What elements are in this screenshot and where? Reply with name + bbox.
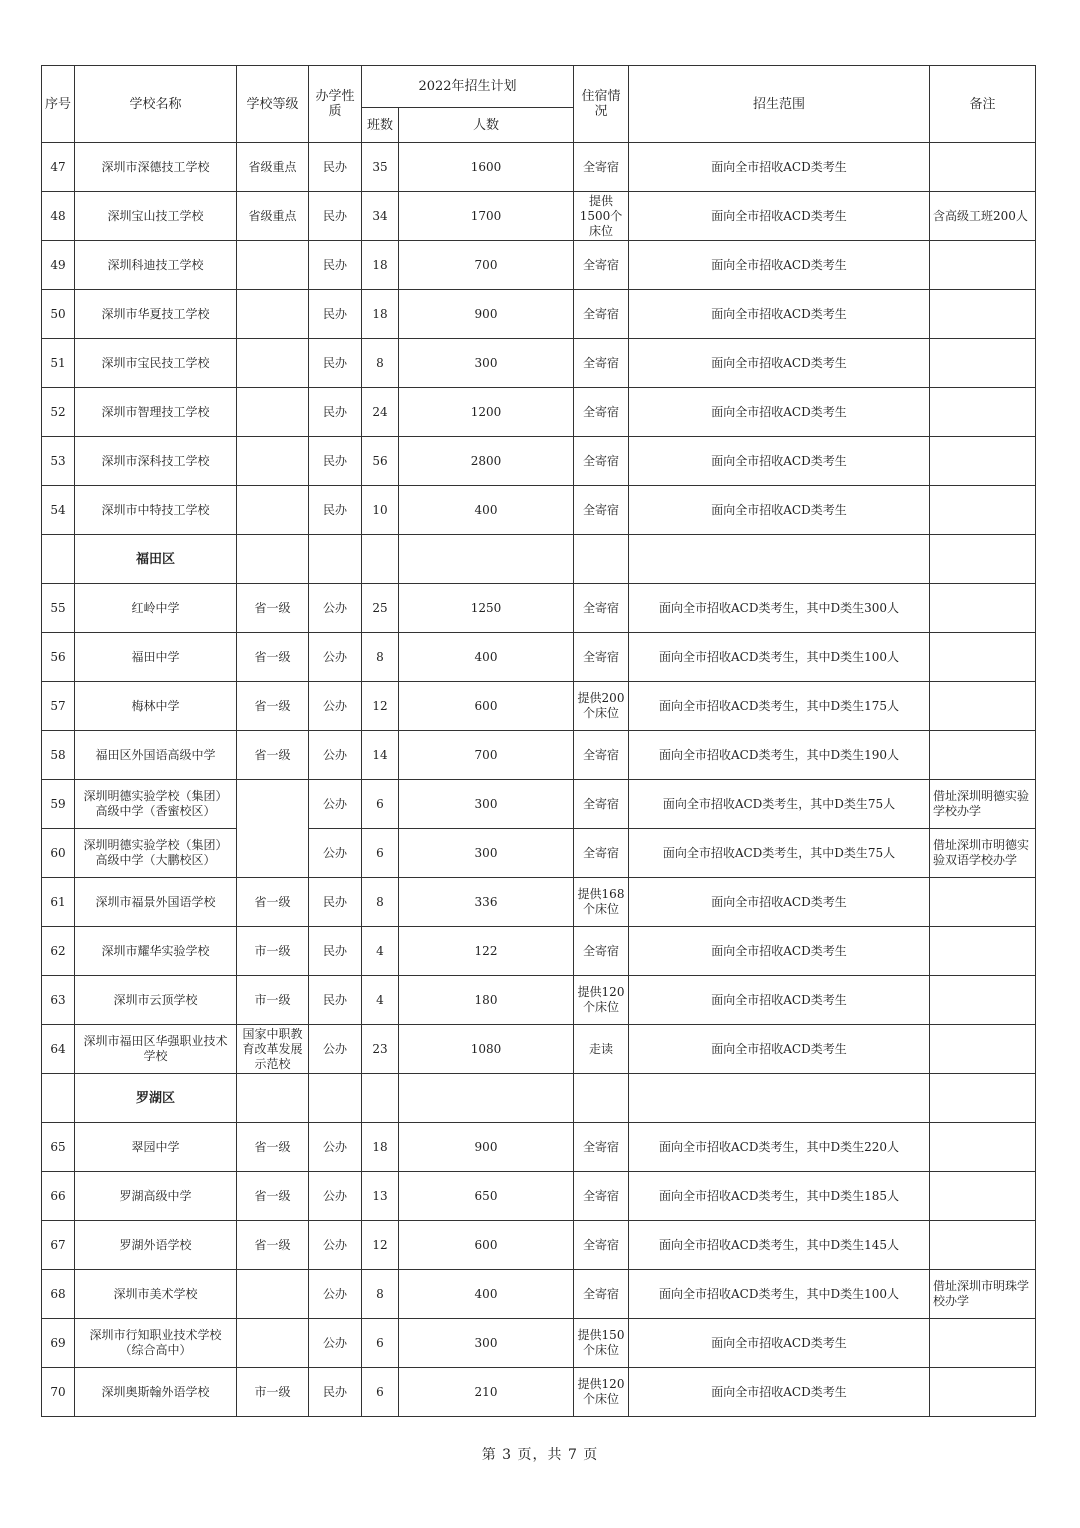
cell-classes: 8 [362, 633, 399, 682]
cell-note: 含高级工班200人 [930, 192, 1036, 241]
cell-school-level: 市一级 [237, 976, 309, 1025]
cell-seq: 70 [42, 1368, 75, 1417]
cell-classes: 10 [362, 486, 399, 535]
cell-school-nature: 公办 [309, 1123, 362, 1172]
cell-lodging: 全寄宿 [574, 437, 629, 486]
cell-empty [362, 1074, 399, 1123]
cell-classes: 25 [362, 584, 399, 633]
table-row [42, 976, 1036, 1025]
table-row [42, 633, 1036, 682]
cell-seq: 65 [42, 1123, 75, 1172]
cell-classes: 4 [362, 927, 399, 976]
cell-school-name: 福田中学 [75, 633, 237, 682]
cell-school-level: 省一级 [237, 1123, 309, 1172]
cell-classes: 34 [362, 192, 399, 241]
cell-school-level: 省一级 [237, 878, 309, 927]
cell-enrollment-scope: 面向全市招收ACD类考生 [629, 976, 930, 1025]
cell-note [930, 339, 1036, 388]
cell-students: 600 [399, 1221, 574, 1270]
cell-classes: 14 [362, 731, 399, 780]
cell-enrollment-scope: 面向全市招收ACD类考生，其中D类生190人 [629, 731, 930, 780]
cell-empty [237, 535, 309, 584]
cell-seq: 67 [42, 1221, 75, 1270]
cell-note [930, 633, 1036, 682]
cell-school-nature: 公办 [309, 829, 362, 878]
cell-classes: 18 [362, 1123, 399, 1172]
table-row [42, 388, 1036, 437]
cell-lodging: 全寄宿 [574, 633, 629, 682]
cell-empty [309, 535, 362, 584]
cell-school-name: 罗湖高级中学 [75, 1172, 237, 1221]
header-school-level: 学校等级 [237, 66, 309, 143]
table-row [42, 437, 1036, 486]
cell-seq: 50 [42, 290, 75, 339]
cell-classes: 8 [362, 878, 399, 927]
cell-school-level [237, 241, 309, 290]
table-row [42, 1270, 1036, 1319]
cell-enrollment-scope: 面向全市招收ACD类考生，其中D类生75人 [629, 829, 930, 878]
cell-enrollment-scope: 面向全市招收ACD类考生，其中D类生100人 [629, 633, 930, 682]
cell-school-level: 市一级 [237, 1368, 309, 1417]
cell-classes: 35 [362, 143, 399, 192]
cell-note [930, 1319, 1036, 1368]
cell-enrollment-scope: 面向全市招收ACD类考生 [629, 290, 930, 339]
table-row [42, 1025, 1036, 1074]
enrollment-plan-table [41, 65, 1036, 1417]
cell-note [930, 731, 1036, 780]
cell-students: 900 [399, 290, 574, 339]
cell-school-level [237, 780, 309, 878]
cell-school-nature: 公办 [309, 780, 362, 829]
table-row [42, 1368, 1036, 1417]
cell-enrollment-scope: 面向全市招收ACD类考生 [629, 1025, 930, 1074]
table-row [42, 829, 1036, 878]
cell-classes: 6 [362, 829, 399, 878]
cell-students: 1700 [399, 192, 574, 241]
cell-school-level: 国家中职教育改革发展示范校 [237, 1025, 309, 1074]
cell-school-level: 省一级 [237, 682, 309, 731]
cell-empty [930, 535, 1036, 584]
cell-lodging: 提供120个床位 [574, 976, 629, 1025]
header-note: 备注 [930, 66, 1036, 143]
cell-school-name: 深圳市行知职业技术学校（综合高中） [75, 1319, 237, 1368]
cell-empty [399, 1074, 574, 1123]
cell-classes: 12 [362, 682, 399, 731]
header-school-nature: 办学性质 [309, 66, 362, 143]
cell-lodging: 全寄宿 [574, 780, 629, 829]
table-row [42, 192, 1036, 241]
cell-enrollment-scope: 面向全市招收ACD类考生 [629, 878, 930, 927]
cell-lodging: 全寄宿 [574, 1172, 629, 1221]
cell-school-name: 深圳市智理技工学校 [75, 388, 237, 437]
table-row [42, 1123, 1036, 1172]
table-row [42, 241, 1036, 290]
cell-classes: 6 [362, 1368, 399, 1417]
cell-enrollment-scope: 面向全市招收ACD类考生 [629, 486, 930, 535]
cell-school-level [237, 437, 309, 486]
district-row [42, 1074, 1036, 1123]
cell-note [930, 486, 1036, 535]
cell-students: 122 [399, 927, 574, 976]
cell-school-nature: 民办 [309, 143, 362, 192]
cell-seq: 59 [42, 780, 75, 829]
cell-lodging: 全寄宿 [574, 486, 629, 535]
cell-empty [930, 1074, 1036, 1123]
cell-lodging: 全寄宿 [574, 290, 629, 339]
cell-enrollment-scope: 面向全市招收ACD类考生，其中D类生100人 [629, 1270, 930, 1319]
cell-school-level: 省一级 [237, 731, 309, 780]
cell-lodging: 全寄宿 [574, 1221, 629, 1270]
cell-school-level [237, 486, 309, 535]
cell-lodging: 全寄宿 [574, 584, 629, 633]
cell-students: 1080 [399, 1025, 574, 1074]
cell-enrollment-scope: 面向全市招收ACD类考生，其中D类生175人 [629, 682, 930, 731]
cell-school-level [237, 1319, 309, 1368]
cell-classes: 56 [362, 437, 399, 486]
cell-students: 1200 [399, 388, 574, 437]
cell-enrollment-scope: 面向全市招收ACD类考生 [629, 927, 930, 976]
table-row [42, 584, 1036, 633]
cell-lodging: 提供168个床位 [574, 878, 629, 927]
cell-school-nature: 民办 [309, 192, 362, 241]
cell-seq: 57 [42, 682, 75, 731]
cell-school-level [237, 1270, 309, 1319]
cell-note: 借址深圳市明珠学校办学 [930, 1270, 1036, 1319]
cell-enrollment-scope: 面向全市招收ACD类考生 [629, 339, 930, 388]
cell-enrollment-scope: 面向全市招收ACD类考生，其中D类生145人 [629, 1221, 930, 1270]
cell-seq: 58 [42, 731, 75, 780]
header-seq: 序号 [42, 66, 75, 143]
cell-lodging: 全寄宿 [574, 339, 629, 388]
cell-lodging: 提供1500个床位 [574, 192, 629, 241]
header-school-name: 学校名称 [75, 66, 237, 143]
cell-note: 借址深圳市明德实验双语学校办学 [930, 829, 1036, 878]
cell-note [930, 1368, 1036, 1417]
cell-school-nature: 民办 [309, 1368, 362, 1417]
cell-seq: 69 [42, 1319, 75, 1368]
cell-school-name: 深圳市宝民技工学校 [75, 339, 237, 388]
cell-classes: 4 [362, 976, 399, 1025]
cell-lodging: 全寄宿 [574, 731, 629, 780]
cell-seq: 51 [42, 339, 75, 388]
cell-classes: 18 [362, 290, 399, 339]
cell-school-name: 红岭中学 [75, 584, 237, 633]
table-body [42, 143, 1036, 1417]
cell-empty [309, 1074, 362, 1123]
cell-seq: 47 [42, 143, 75, 192]
table-row [42, 143, 1036, 192]
cell-school-name: 深圳市美术学校 [75, 1270, 237, 1319]
cell-students: 2800 [399, 437, 574, 486]
cell-school-level: 市一级 [237, 927, 309, 976]
cell-school-level: 省级重点 [237, 143, 309, 192]
cell-students: 300 [399, 780, 574, 829]
header-enrollment-plan: 2022年招生计划 [362, 66, 574, 108]
cell-enrollment-scope: 面向全市招收ACD类考生，其中D类生220人 [629, 1123, 930, 1172]
cell-school-name: 深圳市深科技工学校 [75, 437, 237, 486]
cell-enrollment-scope: 面向全市招收ACD类考生 [629, 192, 930, 241]
cell-lodging: 全寄宿 [574, 927, 629, 976]
cell-school-name: 深圳市深德技工学校 [75, 143, 237, 192]
cell-seq: 68 [42, 1270, 75, 1319]
cell-seq: 62 [42, 927, 75, 976]
cell-classes: 18 [362, 241, 399, 290]
cell-seq: 66 [42, 1172, 75, 1221]
cell-empty [237, 1074, 309, 1123]
cell-classes: 23 [362, 1025, 399, 1074]
cell-school-nature: 民办 [309, 388, 362, 437]
cell-students: 700 [399, 731, 574, 780]
cell-school-name: 罗湖外语学校 [75, 1221, 237, 1270]
cell-seq: 56 [42, 633, 75, 682]
cell-school-level: 省一级 [237, 1221, 309, 1270]
cell-note [930, 1123, 1036, 1172]
cell-classes: 6 [362, 780, 399, 829]
cell-school-name: 深圳市华夏技工学校 [75, 290, 237, 339]
cell-school-nature: 公办 [309, 731, 362, 780]
cell-students: 180 [399, 976, 574, 1025]
cell-note [930, 1221, 1036, 1270]
cell-enrollment-scope: 面向全市招收ACD类考生 [629, 1368, 930, 1417]
cell-note [930, 682, 1036, 731]
page-footer: 第 3 页，共 7 页 [481, 1447, 599, 1463]
cell-note [930, 927, 1036, 976]
cell-note [930, 976, 1036, 1025]
cell-students: 650 [399, 1172, 574, 1221]
cell-lodging: 全寄宿 [574, 829, 629, 878]
cell-empty [629, 1074, 930, 1123]
cell-school-name: 深圳市福景外国语学校 [75, 878, 237, 927]
cell-lodging: 全寄宿 [574, 1270, 629, 1319]
cell-enrollment-scope: 面向全市招收ACD类考生 [629, 143, 930, 192]
cell-seq: 60 [42, 829, 75, 878]
cell-school-level: 省一级 [237, 1172, 309, 1221]
cell-students: 600 [399, 682, 574, 731]
cell-school-name: 梅林中学 [75, 682, 237, 731]
cell-note [930, 241, 1036, 290]
cell-school-name: 深圳市福田区华强职业技术学校 [75, 1025, 237, 1074]
cell-note [930, 437, 1036, 486]
cell-students: 210 [399, 1368, 574, 1417]
cell-school-level [237, 290, 309, 339]
table-row [42, 780, 1036, 829]
cell-seq [42, 1074, 75, 1123]
cell-enrollment-scope: 面向全市招收ACD类考生，其中D类生185人 [629, 1172, 930, 1221]
cell-school-level [237, 339, 309, 388]
district-row [42, 535, 1036, 584]
cell-classes: 8 [362, 339, 399, 388]
cell-school-nature: 民办 [309, 339, 362, 388]
cell-note [930, 143, 1036, 192]
cell-enrollment-scope: 面向全市招收ACD类考生，其中D类生75人 [629, 780, 930, 829]
cell-school-name: 翠园中学 [75, 1123, 237, 1172]
cell-seq: 61 [42, 878, 75, 927]
table-row [42, 1172, 1036, 1221]
cell-school-nature: 公办 [309, 1319, 362, 1368]
table-row [42, 1319, 1036, 1368]
cell-school-name: 深圳明德实验学校（集团）高级中学（香蜜校区） [75, 780, 237, 829]
cell-empty [574, 535, 629, 584]
table-row [42, 486, 1036, 535]
cell-school-nature: 公办 [309, 1270, 362, 1319]
cell-classes: 12 [362, 1221, 399, 1270]
cell-enrollment-scope: 面向全市招收ACD类考生 [629, 437, 930, 486]
cell-seq: 53 [42, 437, 75, 486]
cell-students: 1250 [399, 584, 574, 633]
cell-school-name: 深圳奥斯翰外语学校 [75, 1368, 237, 1417]
cell-seq [42, 535, 75, 584]
cell-students: 900 [399, 1123, 574, 1172]
header-enrollment-scope: 招生范围 [629, 66, 930, 143]
table-row [42, 731, 1036, 780]
cell-students: 400 [399, 1270, 574, 1319]
cell-seq: 63 [42, 976, 75, 1025]
table-row [42, 927, 1036, 976]
header-classes: 班数 [362, 108, 399, 143]
cell-school-nature: 民办 [309, 976, 362, 1025]
cell-school-name: 深圳宝山技工学校 [75, 192, 237, 241]
cell-school-nature: 公办 [309, 1172, 362, 1221]
cell-school-level: 省一级 [237, 633, 309, 682]
header-students: 人数 [399, 108, 574, 143]
cell-school-nature: 民办 [309, 486, 362, 535]
cell-empty [399, 535, 574, 584]
table-row [42, 339, 1036, 388]
table-header [42, 66, 1036, 143]
cell-lodging: 提供150个床位 [574, 1319, 629, 1368]
cell-classes: 24 [362, 388, 399, 437]
cell-note [930, 1172, 1036, 1221]
cell-note [930, 878, 1036, 927]
cell-lodging: 提供120个床位 [574, 1368, 629, 1417]
cell-school-name: 深圳科迪技工学校 [75, 241, 237, 290]
table-row [42, 290, 1036, 339]
cell-school-name: 深圳明德实验学校（集团）高级中学（大鹏校区） [75, 829, 237, 878]
cell-school-nature: 民办 [309, 878, 362, 927]
cell-school-level [237, 388, 309, 437]
table-row [42, 1221, 1036, 1270]
cell-lodging: 走读 [574, 1025, 629, 1074]
cell-lodging: 提供200个床位 [574, 682, 629, 731]
cell-school-nature: 公办 [309, 1025, 362, 1074]
cell-school-nature: 公办 [309, 633, 362, 682]
cell-school-nature: 公办 [309, 584, 362, 633]
cell-school-nature: 公办 [309, 1221, 362, 1270]
cell-seq: 64 [42, 1025, 75, 1074]
cell-enrollment-scope: 面向全市招收ACD类考生，其中D类生300人 [629, 584, 930, 633]
cell-seq: 54 [42, 486, 75, 535]
cell-school-name: 深圳市云顶学校 [75, 976, 237, 1025]
cell-enrollment-scope: 面向全市招收ACD类考生 [629, 388, 930, 437]
cell-seq: 48 [42, 192, 75, 241]
cell-school-name: 福田区外国语高级中学 [75, 731, 237, 780]
cell-school-nature: 民办 [309, 290, 362, 339]
header-lodging: 住宿情况 [574, 66, 629, 143]
cell-enrollment-scope: 面向全市招收ACD类考生 [629, 1319, 930, 1368]
cell-school-nature: 民办 [309, 241, 362, 290]
cell-empty [574, 1074, 629, 1123]
district-name: 罗湖区 [75, 1074, 237, 1123]
cell-note [930, 1025, 1036, 1074]
cell-lodging: 全寄宿 [574, 241, 629, 290]
cell-seq: 49 [42, 241, 75, 290]
cell-seq: 55 [42, 584, 75, 633]
cell-empty [629, 535, 930, 584]
cell-school-nature: 民办 [309, 437, 362, 486]
cell-students: 300 [399, 339, 574, 388]
cell-school-name: 深圳市耀华实验学校 [75, 927, 237, 976]
cell-students: 300 [399, 1319, 574, 1368]
cell-students: 1600 [399, 143, 574, 192]
cell-school-level: 省级重点 [237, 192, 309, 241]
cell-students: 336 [399, 878, 574, 927]
cell-classes: 13 [362, 1172, 399, 1221]
cell-note [930, 290, 1036, 339]
district-name: 福田区 [75, 535, 237, 584]
cell-note [930, 584, 1036, 633]
cell-classes: 8 [362, 1270, 399, 1319]
cell-enrollment-scope: 面向全市招收ACD类考生 [629, 241, 930, 290]
cell-lodging: 全寄宿 [574, 143, 629, 192]
cell-students: 400 [399, 486, 574, 535]
cell-empty [362, 535, 399, 584]
cell-students: 300 [399, 829, 574, 878]
table-row [42, 878, 1036, 927]
cell-school-nature: 民办 [309, 927, 362, 976]
cell-note [930, 388, 1036, 437]
cell-lodging: 全寄宿 [574, 388, 629, 437]
cell-school-nature: 公办 [309, 682, 362, 731]
cell-students: 400 [399, 633, 574, 682]
cell-classes: 6 [362, 1319, 399, 1368]
cell-school-name: 深圳市中特技工学校 [75, 486, 237, 535]
cell-note: 借址深圳明德实验学校办学 [930, 780, 1036, 829]
cell-lodging: 全寄宿 [574, 1123, 629, 1172]
cell-students: 700 [399, 241, 574, 290]
cell-school-level: 省一级 [237, 584, 309, 633]
cell-seq: 52 [42, 388, 75, 437]
table-row [42, 682, 1036, 731]
